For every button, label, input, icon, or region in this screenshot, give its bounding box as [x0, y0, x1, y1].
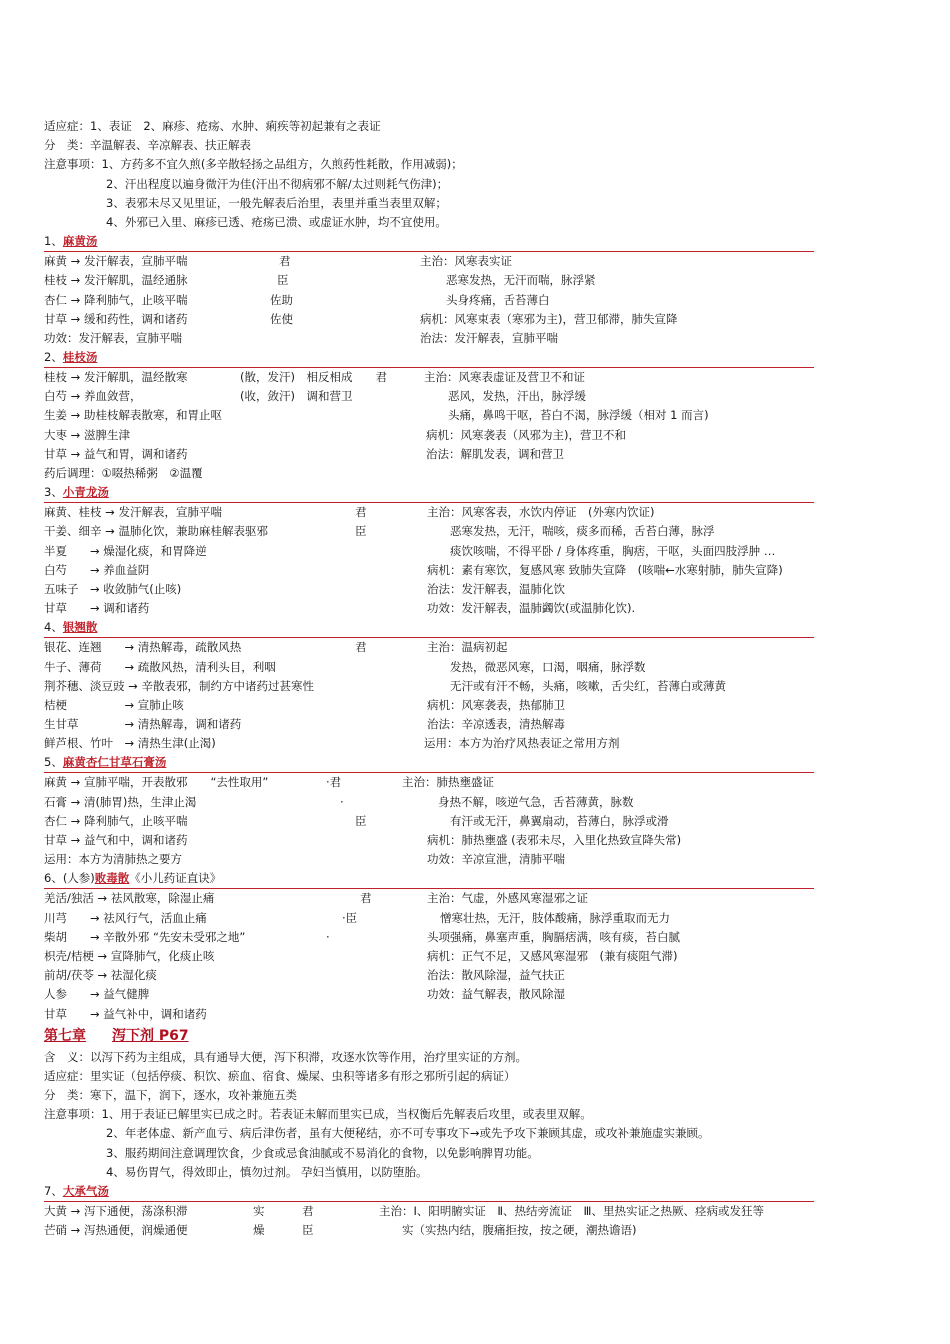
herb-rank: (散，发汗) 相反相成 君 [240, 370, 387, 385]
herb-role: 白芍 → 养血益阴 [44, 562, 150, 577]
formula-heading-xiaoqinglong [44, 483, 814, 503]
formula-row [44, 677, 814, 696]
indication-text: 病机：肺热壅盛 (表邪未尽，入里化热致宣降失常) [427, 833, 682, 847]
indication-text: 功效：发汗解表，温肺蠲饮(或温肺化饮). [427, 601, 636, 616]
herb-rank: 君 [355, 505, 367, 520]
formula-row [44, 426, 814, 445]
herb-role: 白芍 → 养血敛营， [44, 389, 142, 404]
heading-number: 4、 [44, 620, 63, 635]
herb-rank: 臣 [277, 273, 289, 288]
heading-number: 2、 [44, 350, 63, 365]
indication-text: 主治：风寒客表，水饮内停证 (外寒内饮证) [427, 505, 655, 520]
category-line: 分 类：辛温解表、辛凉解表、扶正解表 [44, 138, 251, 153]
indication-text: 憎寒壮热，无汗，肢体酸痛，脉浮重取而无力 [440, 910, 670, 925]
indication-text: 恶风，发热，汗出，脉浮缓 [448, 389, 586, 404]
formula-row [44, 928, 814, 947]
chapter-title [44, 1024, 814, 1048]
formula-row [44, 1221, 814, 1240]
indication-text: 主治：Ⅰ、阳明腑实证 Ⅱ、热结旁流证 Ⅲ、里热实证之热厥、痉病或发狂等 [379, 1204, 764, 1218]
formula-row: 甘草 → 益气补中，调和诸药 [44, 1006, 207, 1021]
formula-row [44, 658, 814, 677]
indication-text: 病机：素有寒饮，复感风寒 致肺失宣降 (咳喘←水寒射肺，肺失宣降) [427, 562, 783, 577]
herb-rank: ·臣 [342, 910, 358, 925]
herb-role: 羌活/独活 → 祛风散寒，除湿止痛 [44, 891, 215, 906]
formula-row [44, 542, 814, 561]
formula-row [44, 889, 814, 908]
formula-row [44, 271, 814, 290]
after-care-line: 药后调理：①啜热稀粥 ②温覆 [44, 466, 203, 480]
herb-role: 生姜 → 助桂枝解表散寒，和胃止呕 [44, 408, 222, 423]
herb-rank: 臣 [355, 813, 367, 828]
herb-role: 麻黄、桂枝 → 发汗解表，宣肺平喘 [44, 505, 222, 520]
formula-source: 《小儿药证直诀》 [129, 871, 222, 886]
caution-line-4: 4、外邪已入里、麻疹已透、疮疡已溃、或虚证水肿，均不宜使用。 [106, 214, 447, 229]
herb-rank: 臣 [302, 1223, 314, 1238]
caution-line-1: 注意事项：1、方药多不宜久煎(多辛散轻扬之品组方，久煎药性耗散，作用减弱)； [44, 157, 463, 172]
herb-role: 银花、连翘 → 清热解毒，疏散风热 [44, 640, 242, 655]
herb-rank: · [340, 794, 344, 809]
herb-role: 功效：发汗解表，宣肺平喘 [44, 330, 182, 345]
herb-role: 甘草 → 益气和中，调和诸药 [44, 833, 188, 847]
caution-line-4: 4、易伤胃气，得效即止，慎勿过剂。 孕妇当慎用，以防堕胎。 [106, 1164, 428, 1179]
herb-role: 牛子、薄荷 → 疏散风热，清利头目，利咽 [44, 659, 276, 674]
formula-row [44, 638, 814, 657]
indication-text: 病机：正气不足，又感风寒湿邪 (兼有痰阻气滞) [427, 948, 678, 963]
herb-role: 麻黄 → 发汗解表，宣肺平喘 [44, 254, 188, 269]
herb-rank: 君 [279, 254, 291, 269]
indication-text: 头项强痛，鼻塞声重，胸膈痞满，咳有痰，苔白腻 [427, 929, 680, 944]
formula-row [44, 734, 814, 753]
formula-row [44, 985, 814, 1004]
formula-row [44, 310, 814, 329]
herb-role: 枳壳/桔梗 → 宣降肺气，化痰止咳 [44, 948, 215, 963]
indication-text: 有汗或无汗，鼻翼扇动，苔薄白，脉浮或滑 [450, 813, 669, 828]
herb-rank: 佐助 [270, 292, 293, 307]
herb-role: 杏仁 → 降利肺气，止咳平喘 [44, 292, 188, 307]
formula-heading-dachengqi [44, 1182, 814, 1202]
indication-text: 治法：辛凉透表，清热解毒 [427, 717, 565, 732]
formula-name: 麻黄杏仁甘草石膏汤 [62, 755, 167, 770]
herb-role: 麻黄 → 宣肺平喘，开表散邪 “去性取用” [44, 775, 269, 790]
formula-row [44, 715, 814, 734]
herb-role: 生甘草 → 清热解毒，调和诸药 [44, 717, 242, 732]
herb-role: 荆芥穗、淡豆豉 → 辛散表邪，制约方中诸药过甚寒性 [44, 678, 314, 693]
definition-line: 含 义：以泻下药为主组成，具有通导大便，泻下积滞，攻逐水饮等作用，治疗里实证的方剂。 [44, 1049, 527, 1064]
indication-text: 无汗或有汗不畅，头痛，咳嗽，舌尖红，苔薄白或薄黄 [450, 678, 726, 693]
indication-text: 发热，微恶风寒，口渴，咽痛，脉浮数 [450, 659, 646, 674]
indication-text: 病机：风寒袭表（风邪为主)，营卫不和 [426, 427, 626, 442]
formula-row [44, 580, 814, 599]
heading-number: 5、 [44, 755, 63, 770]
herb-rank: · [326, 929, 330, 944]
formula-heading-yinqiao [44, 618, 814, 638]
herb-role: 半夏 → 燥湿化痰，和胃降逆 [44, 543, 207, 558]
formula-name: 银翘散 [62, 620, 98, 635]
herb-rank: 君 [355, 640, 367, 655]
formula-row [44, 793, 814, 812]
herb-role: 前胡/茯苓 → 祛湿化痰 [44, 968, 157, 983]
caution-line-3: 3、服药期间注意调理饮食，少食或忌食油腻或不易消化的食物，以免影响脾胃功能。 [106, 1145, 539, 1160]
heading-number: 6、(人参) [44, 871, 95, 886]
chapter-number: 第七章 [44, 1027, 86, 1044]
indication-text: 主治：温病初起 [427, 640, 508, 655]
formula-row [44, 773, 814, 792]
indication-text: 主治：肺热壅盛证 [402, 775, 494, 790]
formula-row [44, 329, 814, 348]
formula-heading-baidu [44, 869, 814, 889]
indication-text: 痰饮咳喘，不得平卧 / 身体疼重，胸痞，干呕，头面四肢浮肿 … [450, 543, 776, 558]
formula-row [44, 909, 814, 928]
herb-role: 甘草 → 调和诸药 [44, 601, 150, 616]
herb-property: 燥 [253, 1223, 265, 1238]
herb-rank: (收，敛汗) 调和营卫 [240, 389, 353, 404]
herb-role: 桂枝 → 发汗解肌，温经散寒 [44, 370, 188, 385]
formula-row [44, 850, 814, 869]
herb-role: 石膏 → 清(肺胃)热，生津止渴 [44, 794, 197, 809]
formula-name: 麻黄汤 [62, 234, 98, 249]
herb-rank: 君 [302, 1204, 314, 1218]
formula-row [44, 966, 814, 985]
heading-number: 1、 [44, 234, 63, 249]
herb-role: 大枣 → 滋脾生津 [44, 427, 130, 442]
herb-role: 鲜芦根、竹叶 → 清热生津(止渴) [44, 736, 216, 751]
indication-text: 运用：本方为治疗风热表证之常用方剂 [424, 736, 620, 751]
formula-row [44, 291, 814, 310]
indication-text: 治法：发汗解表，宣肺平喘 [420, 330, 558, 345]
indication-text: 头痛，鼻鸣干呕，苔白不渴，脉浮缓（相对 1 而言) [448, 408, 709, 423]
herb-property: 实 [253, 1204, 265, 1218]
formula-row [44, 812, 814, 831]
formula-heading-mahuang [44, 232, 814, 252]
heading-number: 7、 [44, 1184, 63, 1198]
indication-text: 头身疼痛，舌苔薄白 [446, 292, 550, 307]
indication-text: 功效：益气解表，散风除湿 [427, 987, 565, 1002]
herb-role: 柴胡 → 辛散外邪 “先安未受邪之地” [44, 929, 246, 944]
caution-line-2: 2、汗出程度以遍身微汗为佳(汗出不彻病邪不解/太过则耗气伤津)； [106, 176, 449, 191]
indication-text: 主治：风寒表虚证及营卫不和证 [424, 370, 585, 385]
herb-role: 五味子 → 收敛肺气(止咳) [44, 581, 182, 596]
indication-text: 恶寒发热，无汗而喘，脉浮紧 [446, 273, 596, 288]
chapter-name: 泻下剂 P67 [112, 1027, 189, 1044]
formula-row [44, 252, 814, 271]
herb-role: 桂枝 → 发汗解肌，温经通脉 [44, 273, 188, 288]
indication-text: 病机：风寒束表（寒邪为主)，营卫郁滞，肺失宣降 [420, 311, 678, 326]
indication-text: 病机：风寒袭表，热郁肺卫 [427, 697, 565, 712]
indication-line: 适应症：里实证（包括停痰、积饮、瘀血、宿食、燥屎、虫积等诸多有形之邪所引起的病证） [44, 1068, 516, 1083]
category-line: 分 类：寒下，温下，润下，逐水，攻补兼施五类 [44, 1088, 297, 1103]
indication-text: 功效：辛凉宣泄，清肺平喘 [427, 852, 565, 867]
herb-role: 干姜、细辛 → 温肺化饮，兼助麻桂解表驱邪 [44, 524, 268, 539]
herb-rank: ·君 [326, 775, 342, 790]
herb-rank: 佐使 [270, 311, 293, 326]
indication-text: 治法：解肌发表，调和营卫 [426, 446, 564, 461]
formula-name: 大承气汤 [62, 1184, 109, 1198]
formula-heading-maxingshigan [44, 753, 814, 773]
indication-text: 治法：发汗解表，温肺化饮 [427, 581, 565, 596]
herb-role: 川芎 → 祛风行气，活血止痛 [44, 910, 207, 925]
indication-text: 主治：气虚，外感风寒湿邪之证 [427, 891, 588, 906]
document-page [44, 117, 814, 1240]
formula-row [44, 947, 814, 966]
heading-number: 3、 [44, 485, 63, 500]
herb-role: 人参 → 益气健脾 [44, 987, 150, 1002]
indication-line: 适应症：1、表证 2、麻疹、疮疡、水肿、痢疾等初起兼有之表证 [44, 119, 381, 133]
herb-role: 甘草 → 益气和胃，调和诸药 [44, 446, 188, 461]
herb-role: 芒硝 → 泻热通便，润燥通便 [44, 1223, 188, 1238]
herb-role: 桔梗 → 宣肺止咳 [44, 697, 184, 712]
indication-text: 治法：散风除湿，益气扶正 [427, 968, 565, 983]
indication-text: 身热不解，咳逆气急，舌苔薄黄，脉数 [438, 794, 634, 809]
formula-row [44, 831, 814, 850]
caution-line-1: 注意事项：1、用于表证已解里实已成之时。若表证未解而里实已成，当权衡后先解表后攻里，或表里双解。 [44, 1107, 592, 1122]
formula-row [44, 696, 814, 715]
formula-row [44, 368, 814, 387]
herb-rank: 君 [360, 891, 372, 906]
formula-row [44, 387, 814, 406]
formula-row [44, 406, 814, 425]
caution-line-3: 3、表邪未尽又见里证，一般先解表后治里，表里并重当表里双解； [106, 195, 447, 210]
herb-role: 甘草 → 缓和药性，调和诸药 [44, 311, 188, 326]
indication-text: 主治：风寒表实证 [420, 254, 512, 269]
indication-text: 实（实热内结，腹痛拒按，按之硬，潮热谵语) [402, 1223, 637, 1238]
indication-text: 恶寒发热，无汗，喘咳，痰多而稀，舌苔白薄，脉浮 [450, 524, 715, 539]
formula-name: 小青龙汤 [62, 485, 109, 500]
caution-line-2: 2、年老体虚、新产血亏、病后津伤者，虽有大便秘结，亦不可专事攻下→或先予攻下兼顾其虚，或攻补兼施虚实兼顾。 [106, 1126, 710, 1141]
formula-row [44, 599, 814, 618]
herb-role: 运用：本方为清肺热之要方 [44, 852, 182, 867]
formula-name: 桂枝汤 [62, 350, 98, 365]
formula-row [44, 1202, 814, 1221]
herb-rank: 臣 [355, 524, 367, 539]
herb-role: 大黄 → 泻下通便，荡涤积滞 [44, 1204, 188, 1218]
formula-row [44, 561, 814, 580]
formula-name: 败毒散 [94, 871, 130, 886]
formula-heading-guizhi [44, 348, 814, 368]
formula-row [44, 522, 814, 541]
formula-row [44, 445, 814, 464]
formula-row [44, 503, 814, 522]
herb-role: 杏仁 → 降利肺气，止咳平喘 [44, 813, 188, 828]
